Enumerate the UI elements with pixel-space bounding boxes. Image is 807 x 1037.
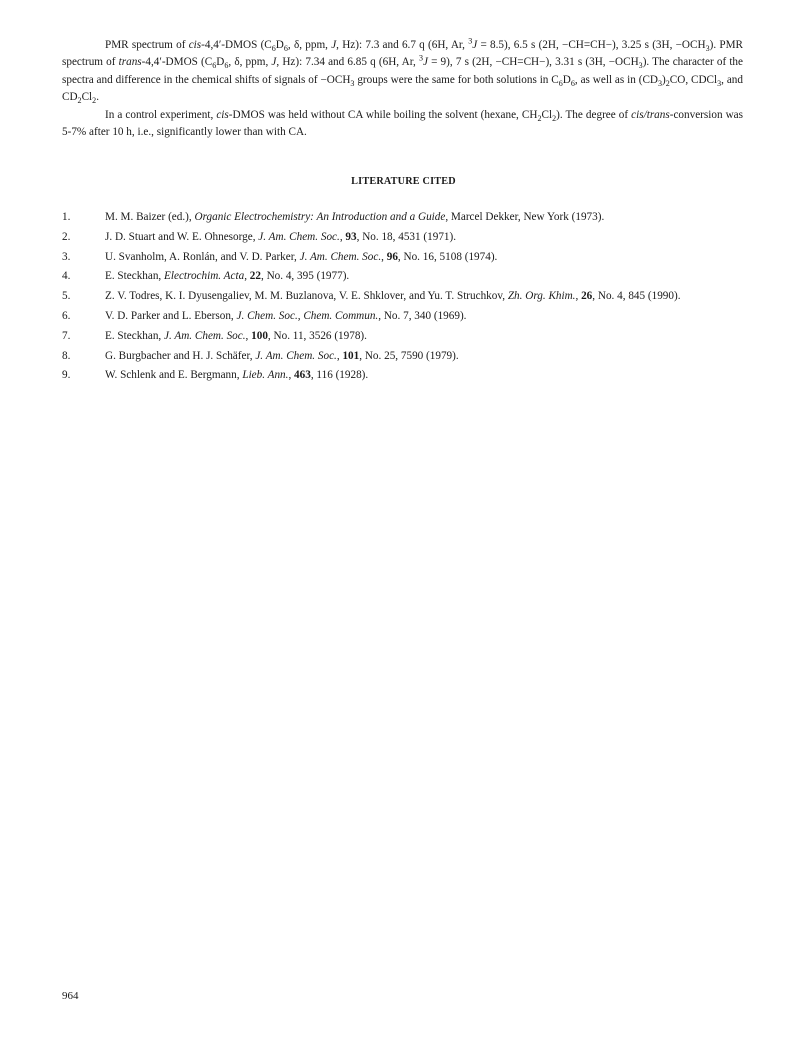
reference-item [62, 348, 743, 365]
reference-number: 7. [62, 329, 71, 342]
reference-number: 1. [62, 211, 71, 223]
page-number: 964 [62, 990, 79, 1002]
reference-item [62, 209, 743, 226]
reference-text: U. Svanholm, A. Ronlán, and V. D. Parker, J. Am. Chem. Soc., 96, No. 16, 5108 (1974). [105, 250, 498, 263]
reference-text: E. Steckhan, J. Am. Chem. Soc., 100, No. 11, 3526 (1978). [105, 329, 367, 342]
reference-item [62, 367, 743, 384]
reference-text: V. D. Parker and L. Eberson, J. Chem. Soc., Chem. Commun., No. 7, 340 (1969). [105, 309, 467, 322]
body-text [62, 37, 743, 141]
reference-text: Z. V. Todres, K. I. Dyusengaliev, M. M. Buzlanova, V. E. Shklover, and Yu. T. Struchkov, Zh. Org. Khim., 26, No. 4, 845 (1990). [105, 290, 681, 303]
reference-text: G. Burgbacher and H. J. Schäfer, J. Am. Chem. Soc., 101, No. 25, 7590 (1979). [105, 349, 459, 362]
reference-text: W. Schlenk and E. Bergmann, Lieb. Ann., 463, 116 (1928). [105, 369, 369, 382]
reference-item [62, 249, 743, 266]
reference-item [62, 288, 743, 305]
reference-number: 8. [62, 349, 71, 362]
section-heading: LITERATURE CITED [351, 176, 456, 187]
reference-number: 9. [62, 369, 71, 382]
reference-number: 3. [62, 250, 71, 263]
reference-number: 4. [62, 270, 71, 283]
reference-item [62, 229, 743, 246]
reference-item [62, 268, 743, 285]
reference-text: E. Steckhan, Electrochim. Acta, 22, No. 4, 395 (1977). [105, 270, 350, 283]
reference-number: 6. [62, 309, 71, 322]
paragraph-control-experiment: In a control experiment, cis-DMOS was held without CA while boiling the solvent (hexane, $CH_2Cl_2$). The degree of cis/trans-conversion was 5-7% after 10 h, i.e., significantly lower than with CA. [62, 108, 743, 139]
reference-text: M. M. Baizer (ed.), Organic Electrochemistry: An Introduction and a Guide, Marcel Dekker, New York (1973). [105, 211, 605, 223]
paragraph-pmr-spectra: PMR spectrum of cis-4,4′-DMOS ($C_6D_6$, δ, ppm, J, Hz): 7.3 and 6.7 q (6H, Ar, $^3$J = 8.5), 6.5 s (2H, −CH=CH−), 3.25 s (3H, $-OCH_3$). PMR spectrum of trans-4,4′-DMOS ($C_6D_6$, δ, ppm, J, Hz): 7.34 and 6.85 q (6H, Ar, $^3$J = 9), 7 s (2H, −CH=CH−), 3.31 s (3H, $-OCH_3$). The character of the spectra and difference in the chemical shifts of signals of $-OCH_3$ groups were the same for both solutions in $C_6D_6$, as well as in $(CD_3)_2CO$, CDCl$_3$, and $CD_2Cl_2$. [62, 36, 743, 106]
reference-number: 2. [62, 230, 71, 243]
reference-item [62, 328, 743, 345]
reference-text: J. D. Stuart and W. E. Ohnesorge, J. Am. Chem. Soc., 93, No. 18, 4531 (1971). [105, 230, 457, 243]
reference-item [62, 308, 743, 325]
reference-list [62, 209, 743, 387]
reference-number: 5. [62, 290, 71, 303]
